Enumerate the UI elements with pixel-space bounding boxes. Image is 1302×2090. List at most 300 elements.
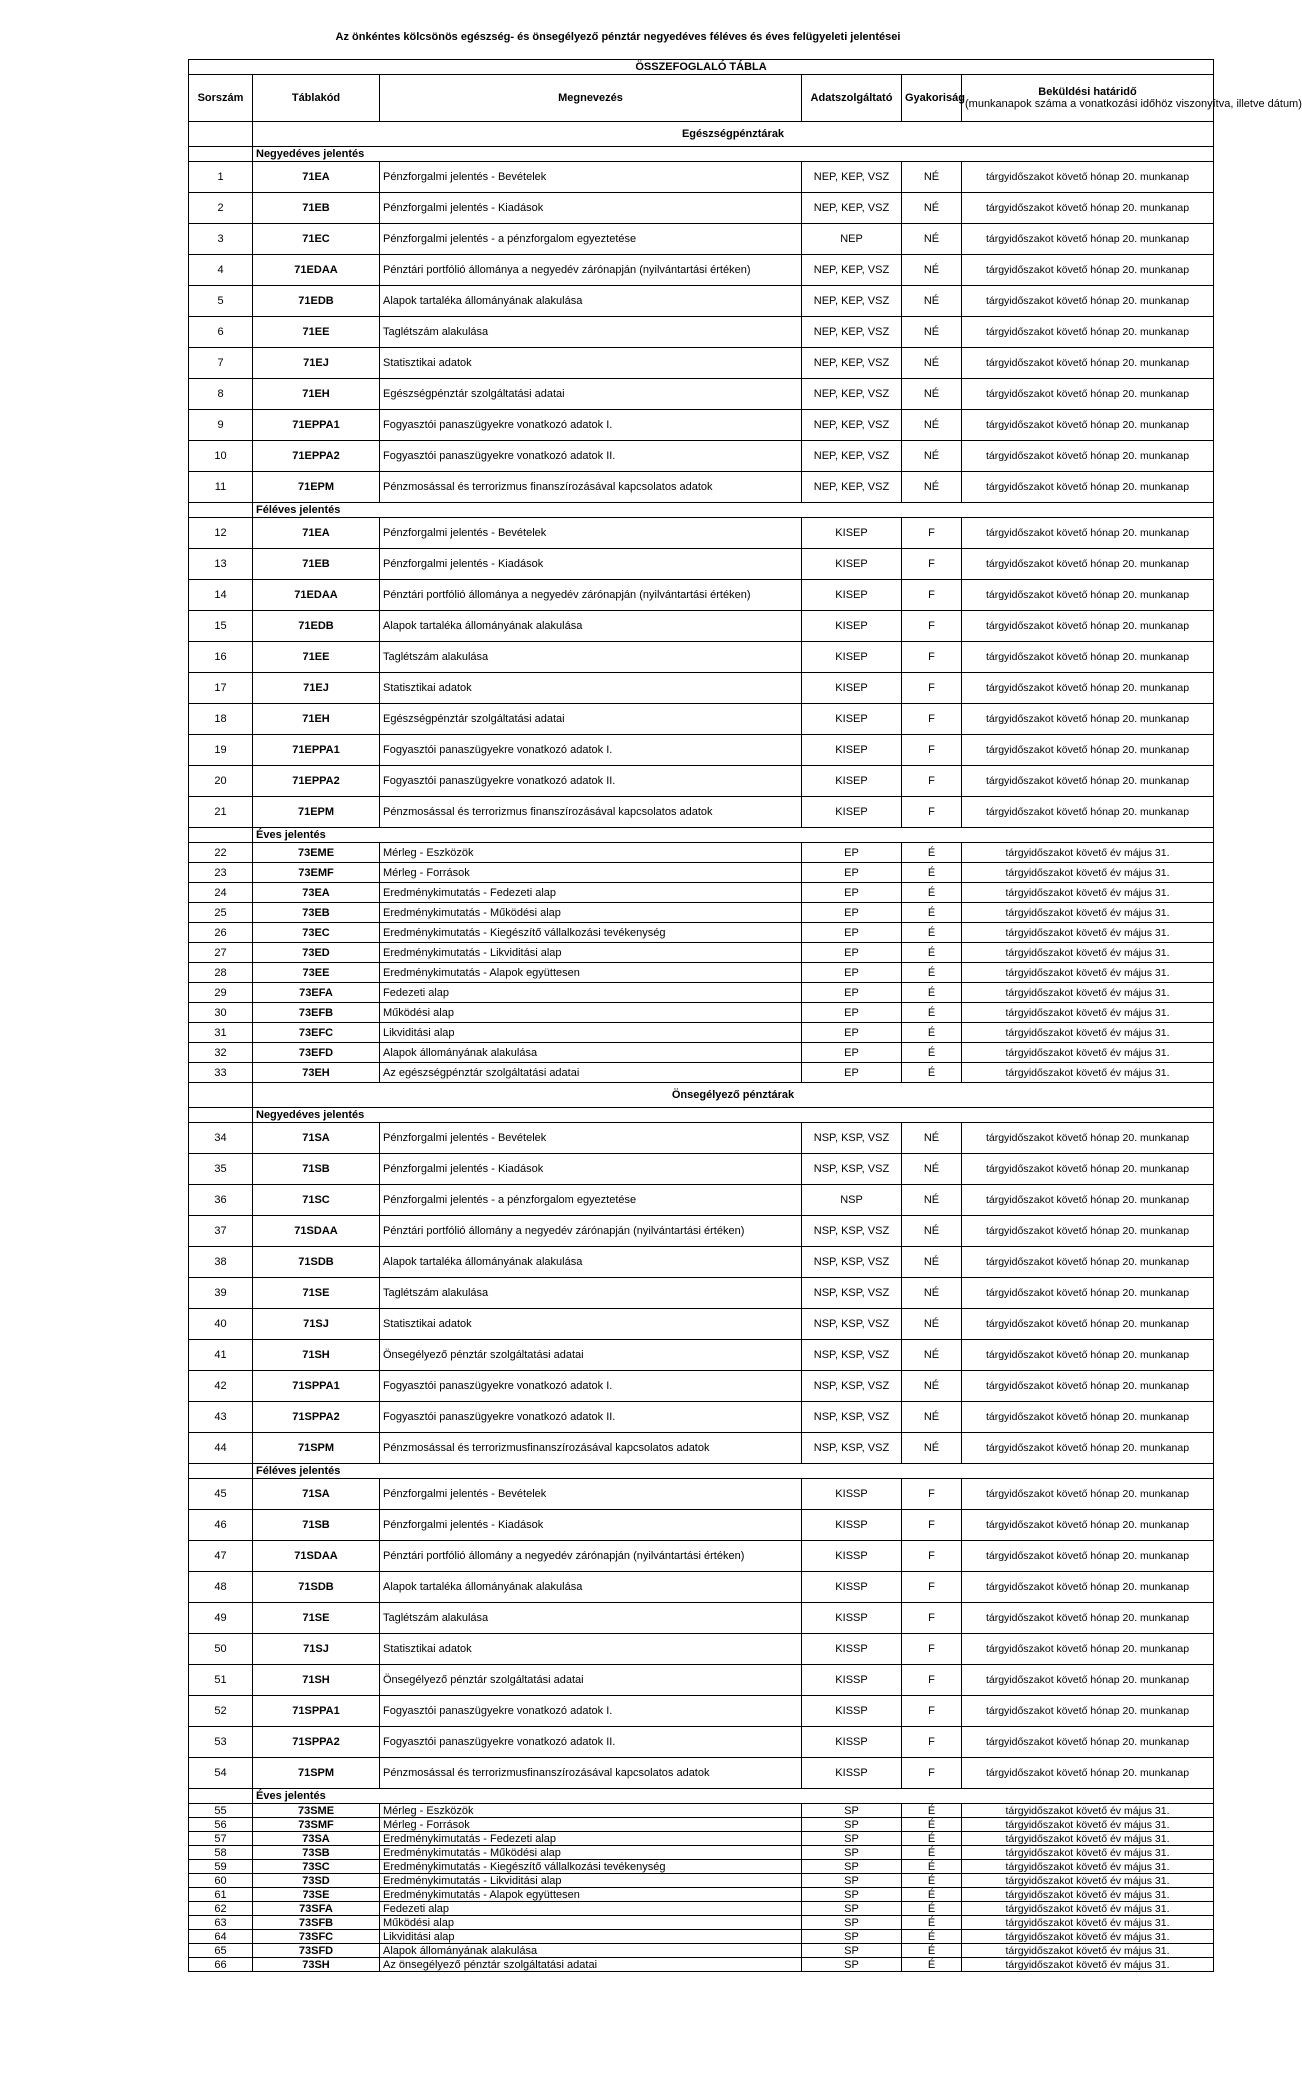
row-number: 30 — [189, 1003, 253, 1023]
table-code: 71EB — [253, 193, 380, 224]
table-code: 73SMF — [253, 1818, 380, 1832]
table-row — [189, 1665, 1214, 1696]
table-name: Pénztári portfólió állománya a negyedév zárónapján (nyilvántartási értéken) — [380, 580, 802, 611]
table-name: Fogyasztói panaszügyekre vonatkozó adatok I. — [380, 735, 802, 766]
table-code: 73SH — [253, 1958, 380, 1972]
table-name: Likviditási alap — [380, 1930, 802, 1944]
data-provider: EP — [802, 1003, 902, 1023]
frequency: F — [902, 642, 962, 673]
table-code: 71EPM — [253, 472, 380, 503]
table-name: Működési alap — [380, 1916, 802, 1930]
deadline: tárgyidőszakot követő hónap 20. munkanap — [962, 1154, 1214, 1185]
deadline: tárgyidőszakot követő hónap 20. munkanap — [962, 642, 1214, 673]
deadline: tárgyidőszakot követő hónap 20. munkanap — [962, 1572, 1214, 1603]
table-name: Likviditási alap — [380, 1023, 802, 1043]
row-number: 3 — [189, 224, 253, 255]
row-number: 1 — [189, 162, 253, 193]
table-name: Fogyasztói panaszügyekre vonatkozó adatok II. — [380, 1402, 802, 1433]
table-row — [189, 1727, 1214, 1758]
deadline: tárgyidőszakot követő hónap 20. munkanap — [962, 1371, 1214, 1402]
row-number: 49 — [189, 1603, 253, 1634]
data-provider: SP — [802, 1860, 902, 1874]
table-name: Fedezeti alap — [380, 1902, 802, 1916]
data-provider: KISSP — [802, 1479, 902, 1510]
frequency: É — [902, 1043, 962, 1063]
table-code: 71EDAA — [253, 580, 380, 611]
frequency: É — [902, 1818, 962, 1832]
table-row — [189, 472, 1214, 503]
table-row — [189, 1371, 1214, 1402]
deadline: tárgyidőszakot követő hónap 20. munkanap — [962, 224, 1214, 255]
table-code: 71EH — [253, 704, 380, 735]
table-name: Pénzforgalmi jelentés - a pénzforgalom egyeztetése — [380, 1185, 802, 1216]
table-name: Pénzforgalmi jelentés - Bevételek — [380, 518, 802, 549]
frequency: NÉ — [902, 1216, 962, 1247]
data-provider: KISSP — [802, 1541, 902, 1572]
deadline: tárgyidőszakot követő hónap 20. munkanap — [962, 1479, 1214, 1510]
data-provider: EP — [802, 843, 902, 863]
table-name: Pénzmosással és terrorizmusfinanszírozásával kapcsolatos adatok — [380, 1758, 802, 1789]
table-name: Pénzmosással és terrorizmus finanszírozásával kapcsolatos adatok — [380, 472, 802, 503]
row-number: 62 — [189, 1902, 253, 1916]
row-number: 6 — [189, 317, 253, 348]
frequency: F — [902, 766, 962, 797]
table-row — [189, 1874, 1214, 1888]
table-code: 71EA — [253, 162, 380, 193]
frequency: F — [902, 1696, 962, 1727]
frequency: É — [902, 843, 962, 863]
table-code: 71SE — [253, 1603, 380, 1634]
deadline: tárgyidőszakot követő hónap 20. munkanap — [962, 1634, 1214, 1665]
table-code: 71SDAA — [253, 1216, 380, 1247]
table-row — [189, 1832, 1214, 1846]
frequency: É — [902, 1804, 962, 1818]
table-row — [189, 1930, 1214, 1944]
row-number: 63 — [189, 1916, 253, 1930]
group-spacer — [189, 1108, 253, 1123]
table-row — [189, 193, 1214, 224]
table-row — [189, 255, 1214, 286]
table-name: Eredménykimutatás - Alapok együttesen — [380, 963, 802, 983]
frequency: F — [902, 1479, 962, 1510]
section-spacer — [189, 122, 253, 147]
frequency: É — [902, 1930, 962, 1944]
row-number: 28 — [189, 963, 253, 983]
row-number: 24 — [189, 883, 253, 903]
table-row — [189, 963, 1214, 983]
section-row — [189, 122, 1214, 147]
row-number: 16 — [189, 642, 253, 673]
deadline: tárgyidőszakot követő év május 31. — [962, 1023, 1214, 1043]
table-name: Pénzforgalmi jelentés - Bevételek — [380, 1479, 802, 1510]
table-code: 73EME — [253, 843, 380, 863]
deadline: tárgyidőszakot követő év május 31. — [962, 1916, 1214, 1930]
data-provider: NEP, KEP, VSZ — [802, 410, 902, 441]
table-name: Fogyasztói panaszügyekre vonatkozó adatok I. — [380, 1696, 802, 1727]
header-provider: Adatszolgáltató — [802, 75, 902, 122]
frequency: F — [902, 1758, 962, 1789]
deadline: tárgyidőszakot követő hónap 20. munkanap — [962, 286, 1214, 317]
row-number: 5 — [189, 286, 253, 317]
table-code: 71EA — [253, 518, 380, 549]
table-row — [189, 1696, 1214, 1727]
table-row — [189, 1154, 1214, 1185]
row-number: 19 — [189, 735, 253, 766]
frequency: F — [902, 673, 962, 704]
data-provider: NEP, KEP, VSZ — [802, 348, 902, 379]
deadline: tárgyidőszakot követő hónap 20. munkanap — [962, 580, 1214, 611]
frequency: É — [902, 1902, 962, 1916]
data-provider: EP — [802, 903, 902, 923]
row-number: 26 — [189, 923, 253, 943]
table-code: 71EPPA1 — [253, 735, 380, 766]
table-name: Eredménykimutatás - Alapok együttesen — [380, 1888, 802, 1902]
frequency: NÉ — [902, 1185, 962, 1216]
data-provider: EP — [802, 883, 902, 903]
table-code: 71EDB — [253, 611, 380, 642]
frequency: NÉ — [902, 286, 962, 317]
row-number: 2 — [189, 193, 253, 224]
frequency: É — [902, 1888, 962, 1902]
table-row — [189, 923, 1214, 943]
row-number: 32 — [189, 1043, 253, 1063]
row-number: 25 — [189, 903, 253, 923]
deadline: tárgyidőszakot követő hónap 20. munkanap — [962, 1123, 1214, 1154]
table-row — [189, 1846, 1214, 1860]
table-row — [189, 943, 1214, 963]
table-code: 71EH — [253, 379, 380, 410]
table-code: 73SA — [253, 1832, 380, 1846]
data-provider: KISSP — [802, 1510, 902, 1541]
group-spacer — [189, 503, 253, 518]
deadline: tárgyidőszakot követő hónap 20. munkanap — [962, 1541, 1214, 1572]
data-provider: SP — [802, 1902, 902, 1916]
row-number: 38 — [189, 1247, 253, 1278]
deadline: tárgyidőszakot követő év május 31. — [962, 863, 1214, 883]
table-row — [189, 410, 1214, 441]
table-name: Fogyasztói panaszügyekre vonatkozó adatok I. — [380, 1371, 802, 1402]
frequency: F — [902, 1727, 962, 1758]
table-name: Alapok tartaléka állományának alakulása — [380, 611, 802, 642]
table-code: 73SFA — [253, 1902, 380, 1916]
table-name: Taglétszám alakulása — [380, 1603, 802, 1634]
deadline: tárgyidőszakot követő hónap 20. munkanap — [962, 766, 1214, 797]
row-number: 57 — [189, 1832, 253, 1846]
deadline: tárgyidőszakot követő év május 31. — [962, 1958, 1214, 1972]
table-row — [189, 735, 1214, 766]
data-provider: KISEP — [802, 735, 902, 766]
deadline: tárgyidőszakot követő hónap 20. munkanap — [962, 704, 1214, 735]
section-title: Önsegélyező pénztárak — [253, 1083, 1214, 1108]
frequency: NÉ — [902, 1340, 962, 1371]
table-code: 73EA — [253, 883, 380, 903]
row-number: 14 — [189, 580, 253, 611]
table-name: Fogyasztói panaszügyekre vonatkozó adatok II. — [380, 1727, 802, 1758]
table-name: Eredménykimutatás - Likviditási alap — [380, 1874, 802, 1888]
table-name: Alapok tartaléka állományának alakulása — [380, 286, 802, 317]
deadline: tárgyidőszakot követő hónap 20. munkanap — [962, 549, 1214, 580]
data-provider: SP — [802, 1832, 902, 1846]
row-number: 51 — [189, 1665, 253, 1696]
data-provider: NSP, KSP, VSZ — [802, 1123, 902, 1154]
table-code: 73SD — [253, 1874, 380, 1888]
row-number: 58 — [189, 1846, 253, 1860]
deadline: tárgyidőszakot követő hónap 20. munkanap — [962, 1433, 1214, 1464]
table-name: Mérleg - Források — [380, 1818, 802, 1832]
frequency: F — [902, 1541, 962, 1572]
frequency: F — [902, 704, 962, 735]
row-number: 12 — [189, 518, 253, 549]
frequency: NÉ — [902, 379, 962, 410]
table-name: Eredménykimutatás - Kiegészítő vállalkozási tevékenység — [380, 1860, 802, 1874]
row-number: 55 — [189, 1804, 253, 1818]
group-title: Negyedéves jelentés — [253, 1108, 1214, 1123]
table-name: Taglétszám alakulása — [380, 1278, 802, 1309]
table-code: 73ED — [253, 943, 380, 963]
table-row — [189, 1043, 1214, 1063]
row-number: 37 — [189, 1216, 253, 1247]
frequency: NÉ — [902, 1433, 962, 1464]
group-row — [189, 1789, 1214, 1804]
deadline: tárgyidőszakot követő év május 31. — [962, 1063, 1214, 1083]
group-spacer — [189, 147, 253, 162]
data-provider: NEP, KEP, VSZ — [802, 286, 902, 317]
table-header-row — [189, 75, 1214, 122]
header-frequency: Gyakoriság — [902, 75, 962, 122]
row-number: 42 — [189, 1371, 253, 1402]
data-provider: KISSP — [802, 1696, 902, 1727]
table-name: Statisztikai adatok — [380, 1309, 802, 1340]
frequency: NÉ — [902, 1371, 962, 1402]
summary-table — [188, 59, 1302, 1972]
table-code: 71EDAA — [253, 255, 380, 286]
frequency: É — [902, 1874, 962, 1888]
table-name: Eredménykimutatás - Kiegészítő vállalkozási tevékenység — [380, 923, 802, 943]
table-row — [189, 642, 1214, 673]
row-number: 48 — [189, 1572, 253, 1603]
table-name: Pénzmosással és terrorizmus finanszírozásával kapcsolatos adatok — [380, 797, 802, 828]
row-number: 9 — [189, 410, 253, 441]
row-number: 50 — [189, 1634, 253, 1665]
deadline: tárgyidőszakot követő év május 31. — [962, 963, 1214, 983]
table-row — [189, 162, 1214, 193]
row-number: 23 — [189, 863, 253, 883]
data-provider: NEP, KEP, VSZ — [802, 379, 902, 410]
table-code: 73EH — [253, 1063, 380, 1083]
data-provider: NSP, KSP, VSZ — [802, 1402, 902, 1433]
frequency: F — [902, 549, 962, 580]
data-provider: KISSP — [802, 1727, 902, 1758]
data-provider: KISEP — [802, 642, 902, 673]
table-name: Mérleg - Eszközök — [380, 1804, 802, 1818]
data-provider: EP — [802, 943, 902, 963]
table-name: Pénztári portfólió állomány a negyedév zárónapján (nyilvántartási értéken) — [380, 1216, 802, 1247]
table-code: 73EB — [253, 903, 380, 923]
table-code: 71EB — [253, 549, 380, 580]
row-number: 47 — [189, 1541, 253, 1572]
group-title: Negyedéves jelentés — [253, 147, 1214, 162]
table-code: 73EC — [253, 923, 380, 943]
table-row — [189, 1510, 1214, 1541]
table-code: 71SC — [253, 1185, 380, 1216]
row-number: 13 — [189, 549, 253, 580]
table-name: Pénzforgalmi jelentés - Kiadások — [380, 1154, 802, 1185]
row-number: 40 — [189, 1309, 253, 1340]
table-name: Statisztikai adatok — [380, 1634, 802, 1665]
frequency: NÉ — [902, 317, 962, 348]
table-row — [189, 863, 1214, 883]
table-row — [189, 1340, 1214, 1371]
table-row — [189, 1023, 1214, 1043]
table-code: 73SFD — [253, 1944, 380, 1958]
header-deadline-note: (munkanapok száma a vonatkozási időhöz viszonyítva, illetve dátum) — [965, 98, 1302, 110]
table-name: Pénzforgalmi jelentés - Kiadások — [380, 193, 802, 224]
frequency: É — [902, 1023, 962, 1043]
data-provider: SP — [802, 1930, 902, 1944]
table-code: 71EDB — [253, 286, 380, 317]
frequency: NÉ — [902, 224, 962, 255]
table-name: Egészségpénztár szolgáltatási adatai — [380, 704, 802, 735]
table-code: 71SB — [253, 1154, 380, 1185]
table-row — [189, 1888, 1214, 1902]
frequency: É — [902, 963, 962, 983]
frequency: É — [902, 1860, 962, 1874]
data-provider: NEP, KEP, VSZ — [802, 441, 902, 472]
frequency: F — [902, 735, 962, 766]
table-code: 73SE — [253, 1888, 380, 1902]
table-row — [189, 348, 1214, 379]
table-code: 71SPPA1 — [253, 1696, 380, 1727]
table-row — [189, 1479, 1214, 1510]
data-provider: KISEP — [802, 673, 902, 704]
deadline: tárgyidőszakot követő év május 31. — [962, 1832, 1214, 1846]
data-provider: NSP, KSP, VSZ — [802, 1371, 902, 1402]
deadline: tárgyidőszakot követő év május 31. — [962, 1902, 1214, 1916]
section-row — [189, 1083, 1214, 1108]
table-name: Pénzforgalmi jelentés - Bevételek — [380, 1123, 802, 1154]
deadline: tárgyidőszakot követő hónap 20. munkanap — [962, 735, 1214, 766]
row-number: 31 — [189, 1023, 253, 1043]
section-title: Egészségpénztárak — [253, 122, 1214, 147]
table-code: 71SA — [253, 1479, 380, 1510]
data-provider: KISEP — [802, 766, 902, 797]
data-provider: SP — [802, 1944, 902, 1958]
frequency: É — [902, 1063, 962, 1083]
data-provider: NSP, KSP, VSZ — [802, 1340, 902, 1371]
deadline: tárgyidőszakot követő hónap 20. munkanap — [962, 1185, 1214, 1216]
data-provider: KISSP — [802, 1603, 902, 1634]
group-spacer — [189, 1464, 253, 1479]
table-row — [189, 983, 1214, 1003]
table-name: Taglétszám alakulása — [380, 642, 802, 673]
table-code: 71SA — [253, 1123, 380, 1154]
table-name: Alapok állományának alakulása — [380, 1944, 802, 1958]
table-code: 71SPPA1 — [253, 1371, 380, 1402]
deadline: tárgyidőszakot követő hónap 20. munkanap — [962, 1758, 1214, 1789]
table-code: 71EPM — [253, 797, 380, 828]
table-row — [189, 903, 1214, 923]
group-row — [189, 147, 1214, 162]
table-row — [189, 1247, 1214, 1278]
deadline: tárgyidőszakot követő év május 31. — [962, 1846, 1214, 1860]
data-provider: KISEP — [802, 797, 902, 828]
data-provider: NEP — [802, 224, 902, 255]
table-code: 71SDB — [253, 1247, 380, 1278]
table-code: 71SPPA2 — [253, 1727, 380, 1758]
row-number: 46 — [189, 1510, 253, 1541]
data-provider: SP — [802, 1804, 902, 1818]
deadline: tárgyidőszakot követő hónap 20. munkanap — [962, 441, 1214, 472]
data-provider: SP — [802, 1874, 902, 1888]
deadline: tárgyidőszakot követő év május 31. — [962, 1944, 1214, 1958]
table-row — [189, 379, 1214, 410]
data-provider: NEP, KEP, VSZ — [802, 472, 902, 503]
table-code: 71SB — [253, 1510, 380, 1541]
data-provider: SP — [802, 1916, 902, 1930]
row-number: 10 — [189, 441, 253, 472]
frequency: É — [902, 883, 962, 903]
table-name: Az önsegélyező pénztár szolgáltatási adatai — [380, 1958, 802, 1972]
table-name: Fogyasztói panaszügyekre vonatkozó adatok II. — [380, 441, 802, 472]
table-name: Pénzforgalmi jelentés - Bevételek — [380, 162, 802, 193]
frequency: É — [902, 1846, 962, 1860]
table-row — [189, 441, 1214, 472]
data-provider: KISEP — [802, 611, 902, 642]
row-number: 45 — [189, 1479, 253, 1510]
table-name: Eredménykimutatás - Fedezeti alap — [380, 1832, 802, 1846]
group-spacer — [189, 1789, 253, 1804]
table-name: Pénztári portfólió állomány a negyedév zárónapján (nyilvántartási értéken) — [380, 1541, 802, 1572]
table-caption: ÖSSZEFOGLALÓ TÁBLA — [189, 60, 1214, 75]
data-provider: EP — [802, 863, 902, 883]
table-name: Taglétszám alakulása — [380, 317, 802, 348]
table-row — [189, 1603, 1214, 1634]
table-code: 73SME — [253, 1804, 380, 1818]
frequency: NÉ — [902, 1154, 962, 1185]
group-row — [189, 503, 1214, 518]
deadline: tárgyidőszakot követő hónap 20. munkanap — [962, 317, 1214, 348]
table-row — [189, 704, 1214, 735]
table-code: 73EFC — [253, 1023, 380, 1043]
data-provider: EP — [802, 963, 902, 983]
deadline: tárgyidőszakot követő hónap 20. munkanap — [962, 1278, 1214, 1309]
table-row — [189, 1916, 1214, 1930]
row-number: 17 — [189, 673, 253, 704]
deadline: tárgyidőszakot követő év május 31. — [962, 1860, 1214, 1874]
row-number: 39 — [189, 1278, 253, 1309]
table-row — [189, 843, 1214, 863]
data-provider: NEP, KEP, VSZ — [802, 162, 902, 193]
group-title: Éves jelentés — [253, 828, 1214, 843]
data-provider: EP — [802, 1023, 902, 1043]
header-code: Táblakód — [253, 75, 380, 122]
table-name: Fogyasztói panaszügyekre vonatkozó adatok II. — [380, 766, 802, 797]
frequency: F — [902, 611, 962, 642]
data-provider: KISEP — [802, 704, 902, 735]
deadline: tárgyidőszakot követő hónap 20. munkanap — [962, 472, 1214, 503]
table-row — [189, 1944, 1214, 1958]
frequency: NÉ — [902, 410, 962, 441]
frequency: NÉ — [902, 441, 962, 472]
row-number: 21 — [189, 797, 253, 828]
frequency: É — [902, 1916, 962, 1930]
row-number: 4 — [189, 255, 253, 286]
table-name: Pénztári portfólió állománya a negyedév zárónapján (nyilvántartási értéken) — [380, 255, 802, 286]
row-number: 54 — [189, 1758, 253, 1789]
deadline: tárgyidőszakot követő hónap 20. munkanap — [962, 255, 1214, 286]
table-code: 71EJ — [253, 348, 380, 379]
deadline: tárgyidőszakot követő hónap 20. munkanap — [962, 1340, 1214, 1371]
